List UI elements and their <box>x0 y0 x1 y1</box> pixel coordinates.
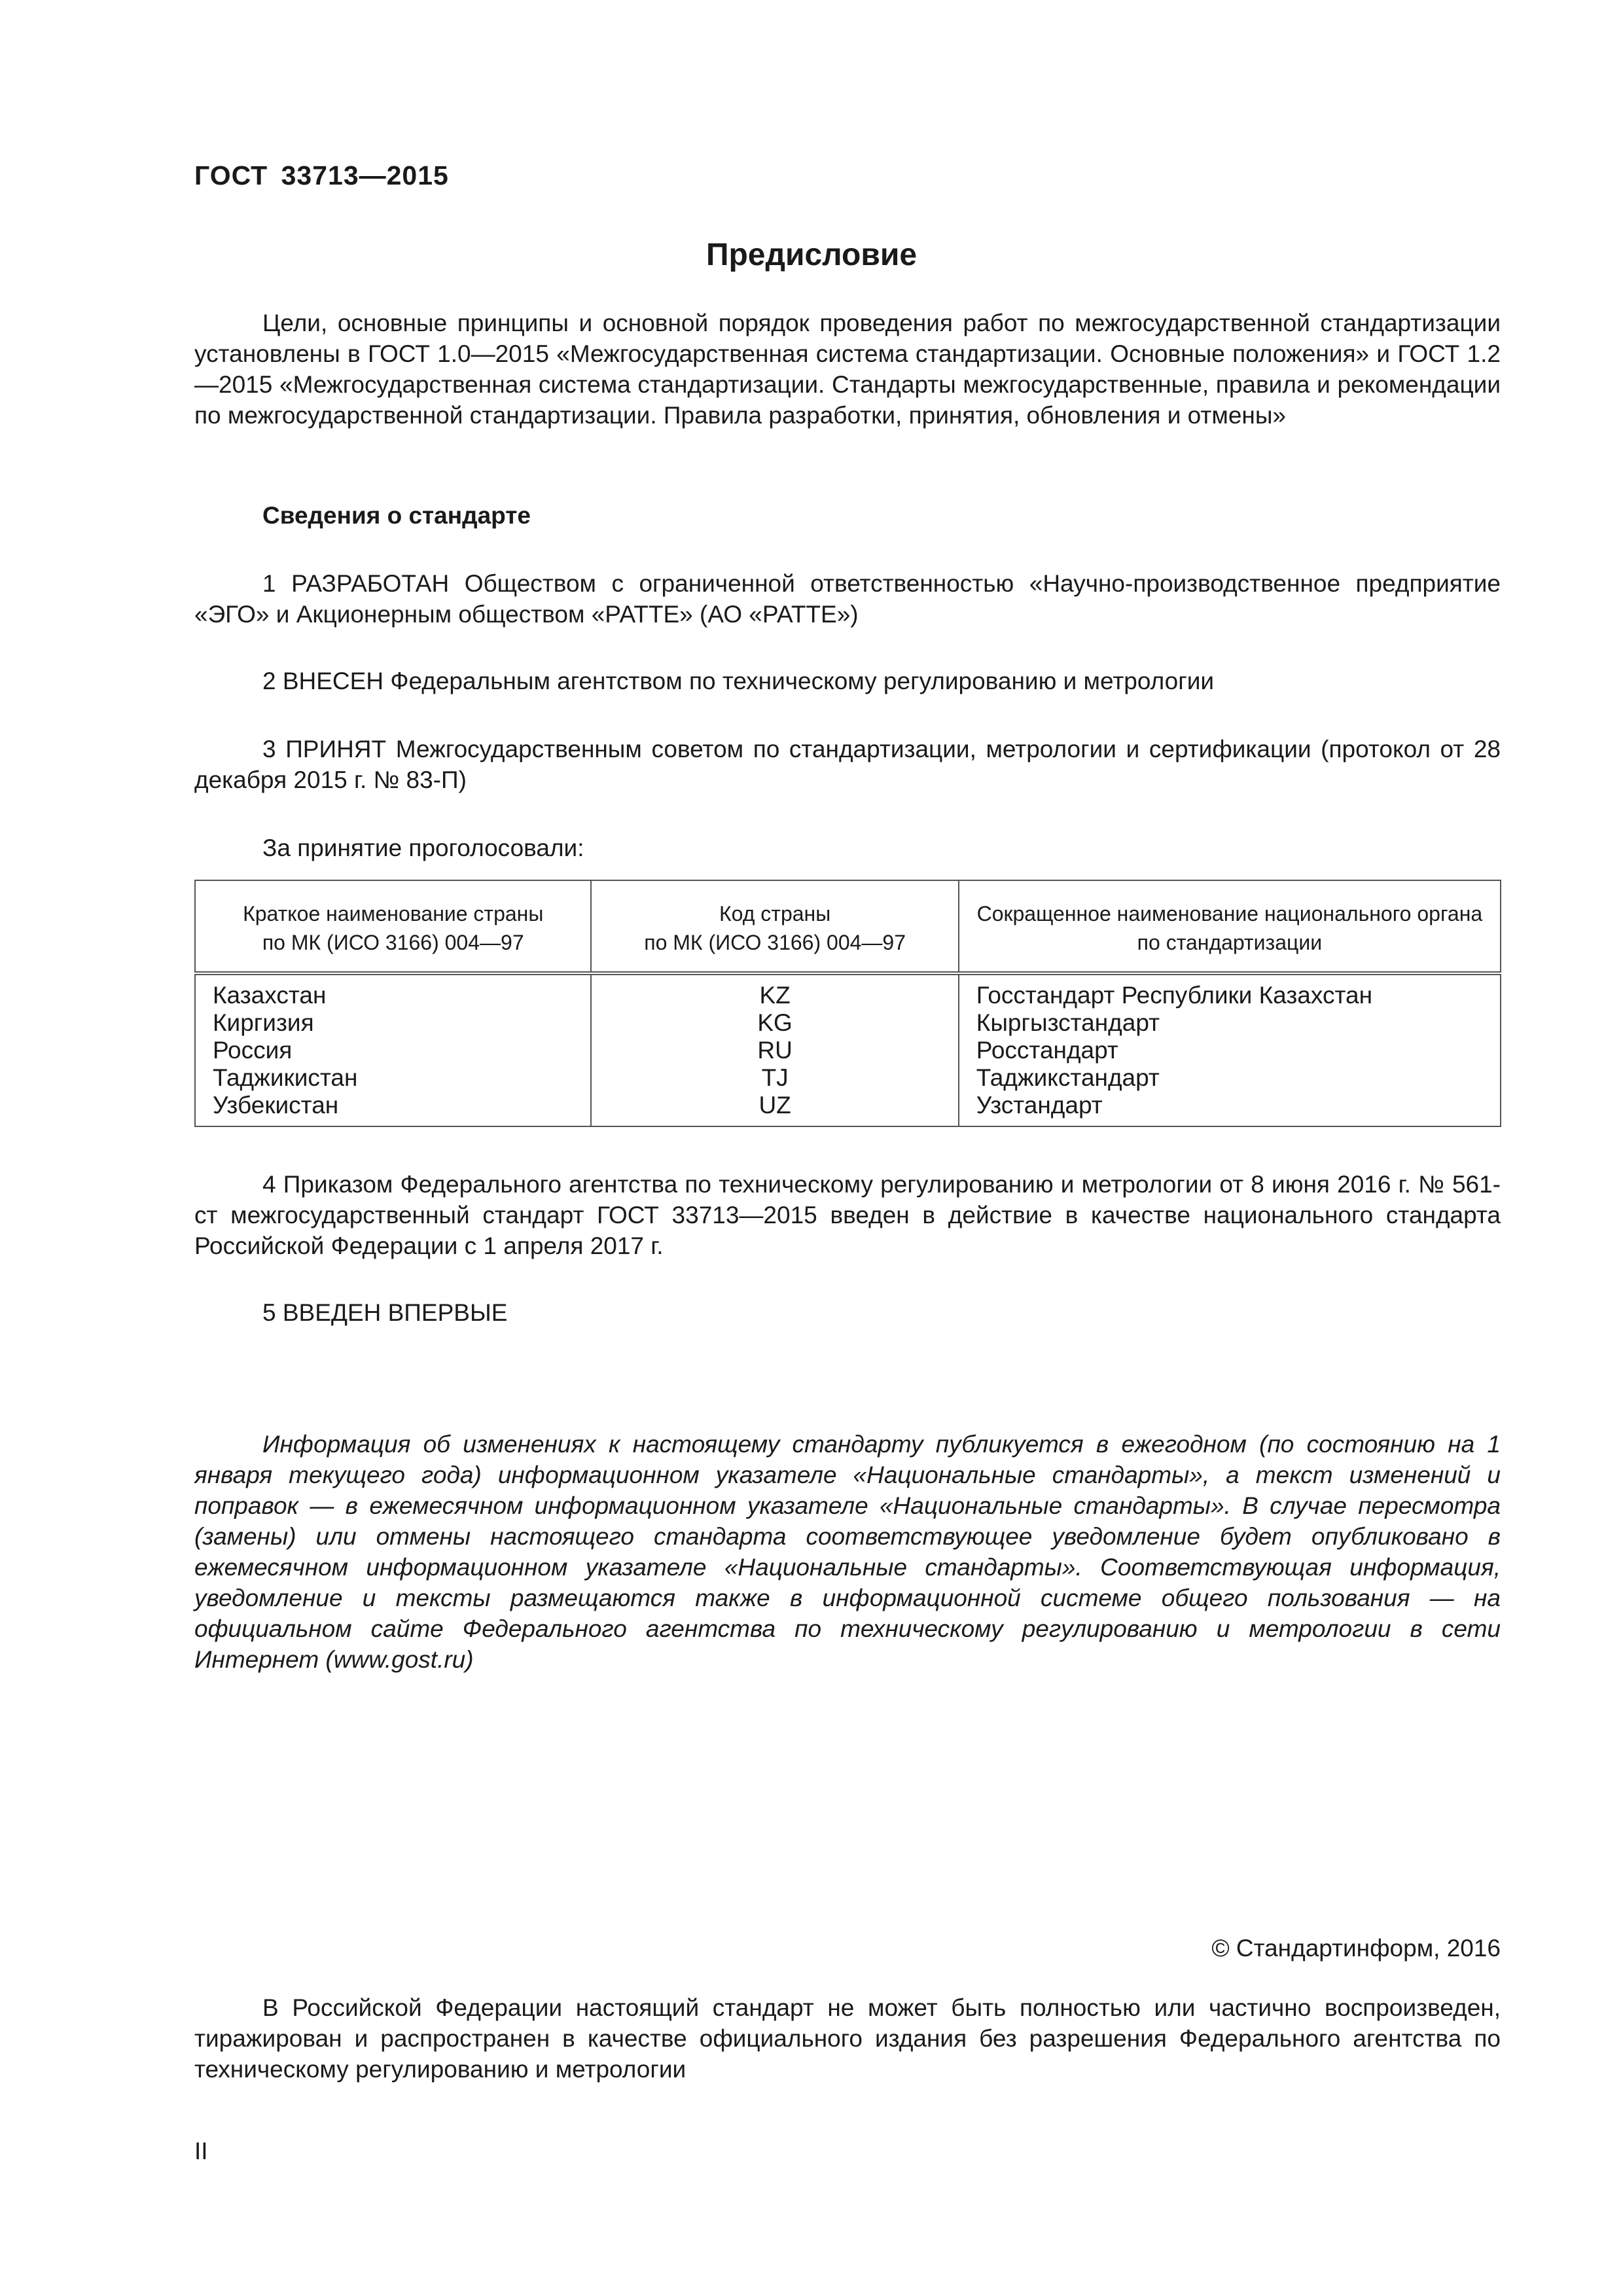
cell-country: Таджикистан <box>195 1064 591 1092</box>
cell-code: UZ <box>591 1092 958 1126</box>
copyright: © Стандартинформ, 2016 <box>1211 1935 1501 1962</box>
reproduction-notice-block <box>194 1992 1501 2085</box>
item-3-num: 3 <box>262 736 276 762</box>
header-country-code: Код страны по МК (ИСО 3166) 004—97 <box>591 880 958 973</box>
cell-body: Таджикстандарт <box>959 1064 1501 1092</box>
item-3-block <box>194 734 1501 795</box>
item-5: 5 ВВЕДЕН ВПЕРВЫЕ <box>262 1299 508 1326</box>
item-5-block <box>194 1297 1501 1328</box>
cell-code: KG <box>591 1009 958 1037</box>
cell-body: Узстандарт <box>959 1092 1501 1126</box>
section-heading: Сведения о стандарте <box>262 502 531 529</box>
item-1 <box>194 568 1501 630</box>
item-3 <box>194 734 1501 795</box>
header-country-name: Краткое наименование страны по МК (ИСО 3166) 004—97 <box>195 880 591 973</box>
info-notice: Информация об изменениях к настоящему стандарту публикуется в ежегодном (по состоянию на 1 января текущего года) информационном указателе «Национальные стандарты», а текст изменений и поправок — в ежемесячном информационном указателе «Национальные стандарты». В случае пересмотра (замены) или отмены настоящего стандарта соответствующее уведомление будет опубликовано в ежемесячном информационном указателе «Национальные стандарты». Соответствующая информация, уведомление и тексты размещаются также в информационной системе общего пользования — на официальном сайте Федерального агентства по техническому регулированию и метрологии в сети Интернет (www.gost.ru) <box>194 1431 1501 1673</box>
countries-table <box>194 880 1501 1127</box>
table-row <box>195 1064 1501 1092</box>
item-4-block <box>194 1169 1501 1261</box>
cell-country: Узбекистан <box>195 1092 591 1126</box>
section-heading-block <box>194 500 1501 531</box>
item-1-lead: РАЗРАБОТАН <box>291 570 450 597</box>
item-1-text: Обществом с ограниченной ответственностью «Научно-производственное предприятие «ЭГО» и Акционерным обществом «РАТТЕ» (АО «РАТТЕ») <box>194 570 1501 628</box>
cell-country: Киргизия <box>195 1009 591 1037</box>
item-3-lead: ПРИНЯТ <box>285 736 387 762</box>
cell-body: Кыргызстандарт <box>959 1009 1501 1037</box>
cell-code: TJ <box>591 1064 958 1092</box>
cell-country: Россия <box>195 1037 591 1064</box>
standard-code-header: ГОСТ 33713—2015 <box>194 160 449 190</box>
item-2-num: 2 <box>262 668 276 694</box>
page-number: II <box>194 2138 208 2164</box>
table-header-row <box>195 880 1501 973</box>
cell-code: RU <box>591 1037 958 1064</box>
item-2-text: Федеральным агентством по техническому регулированию и метрологии <box>390 668 1215 694</box>
page-title: Предисловие <box>705 238 918 272</box>
item-1-num: 1 <box>262 570 276 597</box>
info-notice-block <box>194 1429 1501 1675</box>
intro-block <box>194 308 1501 431</box>
item-2 <box>194 666 1501 696</box>
item-2-block <box>194 666 1501 696</box>
cell-code: KZ <box>591 973 958 1009</box>
vote-label: За принятие проголосовали: <box>262 834 584 861</box>
table-row <box>195 1092 1501 1126</box>
item-1-block <box>194 568 1501 630</box>
cell-body: Госстандарт Республики Казахстан <box>959 973 1501 1009</box>
cell-body: Росстандарт <box>959 1037 1501 1064</box>
item-2-lead: ВНЕСЕН <box>282 668 384 694</box>
item-4: 4 Приказом Федерального агентства по техническому регулированию и метрологии от 8 июня 2016 г. № 561-ст межгосударственный стандарт ГОСТ 33713—2015 введен в действие в качестве национального стандарта Российской Федерации с 1 апреля 2017 г. <box>194 1171 1501 1259</box>
table-row <box>195 973 1501 1009</box>
intro-paragraph: Цели, основные принципы и основной порядок проведения работ по межгосударственной стандартизации установлены в ГОСТ 1.0—2015 «Межгосударственная система стандартизации. Основные положения» и ГОСТ 1.2—2015 «Межгосударственная система стандартизации. Стандарты межгосударственные, правила и рекомендации по межгосударственной стандартизации. Правила разработки, принятия, обновления и отмены» <box>194 310 1501 429</box>
reproduction-notice: В Российской Федерации настоящий стандарт не может быть полностью или частично воспроизведен, тиражирован и распространен в качестве официального издания без разрешения Федерального агентства по техническому регулированию и метрологии <box>194 1994 1501 2083</box>
header-national-body: Сокращенное наименование национального органа по стандартизации <box>959 880 1501 973</box>
table-row <box>195 1037 1501 1064</box>
table-row <box>195 1009 1501 1037</box>
cell-country: Казахстан <box>195 973 591 1009</box>
vote-label-block <box>194 833 1501 863</box>
item-3-text: Межгосударственным советом по стандартизации, метрологии и сертификации (протокол от 28 декабря 2015 г. № 83-П) <box>194 736 1501 793</box>
